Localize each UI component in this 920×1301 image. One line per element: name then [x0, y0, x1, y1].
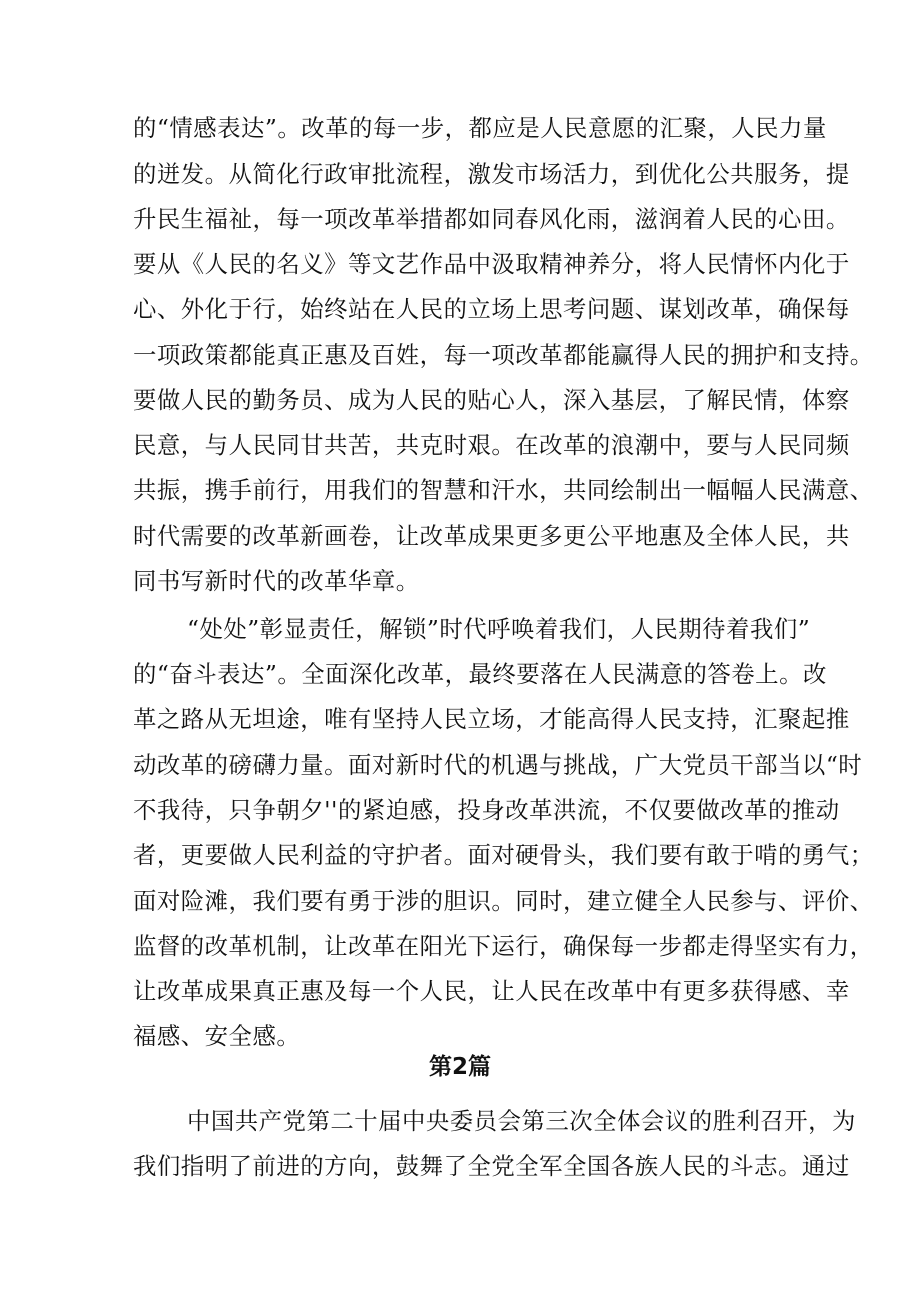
paragraph-line: 民意，与人民同甘共苦，共克时艰。在改革的浪潮中，要与人民同频 — [133, 431, 850, 459]
paragraph-line: 面对险滩，我们要有勇于涉的胆识。同时，建立健全人民参与、评价、 — [133, 887, 874, 915]
paragraph-line: 监督的改革机制，让改革在阳光下运行，确保每一步都走得坚实有力， — [133, 932, 874, 960]
paragraph-line: “处处”彰显责任，解锁”时代呼唤着我们，人民期待着我们” — [187, 615, 811, 643]
paragraph-line: 福感、安全感。 — [133, 1022, 301, 1050]
paragraph-line: 我们指明了前进的方向，鼓舞了全党全军全国各族人民的斗志。通过 — [133, 1152, 850, 1180]
paragraph-line: 升民生福祉，每一项改革举措都如同春风化雨，滋润着人民的心田。 — [133, 205, 850, 233]
paragraph-line: 的迸发。从简化行政审批流程，激发市场活力，到优化公共服务，提 — [133, 160, 850, 188]
paragraph-line: 革之路从无坦途，唯有坚持人民立场，才能高得人民支持，汇聚起推 — [133, 705, 850, 733]
section-heading: 第2篇 — [428, 1054, 491, 1080]
paragraph-line: 让改革成果真正惠及每一个人民，让人民在改革中有更多获得感、幸 — [133, 977, 850, 1005]
paragraph-line: 者，更要做人民利益的守护者。面对硬骨头，我们要有敢于啃的勇气； — [133, 841, 874, 869]
paragraph-line: 中国共产党第二十届中央委员会第三次全体会议的胜利召开，为 — [187, 1107, 856, 1135]
paragraph-line: 同书写新时代的改革华章。 — [133, 567, 420, 595]
paragraph-line: 要做人民的勤务员、成为人民的贴心人，深入基层，了解民情，体察 — [133, 386, 850, 414]
paragraph-line: 要从《人民的名义》等文艺作品中汲取精神养分，将人民情怀内化于 — [133, 250, 850, 278]
paragraph-line: 的“情感表达”。改革的每一步，都应是人民意愿的汇聚，人民力量 — [133, 114, 827, 142]
paragraph-line: 心、外化于行，始终站在人民的立场上思考问题、谋划改革，确保每 — [133, 295, 850, 323]
paragraph-line: 共振，携手前行，用我们的智慧和汗水，共同绘制出一幅幅人民满意、 — [133, 476, 874, 504]
paragraph-line: 时代需要的改革新画卷，让改革成果更多更公平地惠及全体人民，共 — [133, 522, 850, 550]
paragraph-line: 一项政策都能真正惠及百姓，每一项改革都能赢得人民的拥护和支持。 — [133, 341, 874, 369]
paragraph-line: 动改革的磅礴力量。面对新时代的机遇与挑战，广大党员干部当以“时 — [133, 751, 863, 779]
paragraph-line: 不我待，只争朝夕''的紧迫感，投身改革洪流，不仅要做改革的推动 — [133, 796, 840, 824]
paragraph-line: 的“奋斗表达”。全面深化改革，最终要落在人民满意的答卷上。改 — [133, 660, 827, 688]
